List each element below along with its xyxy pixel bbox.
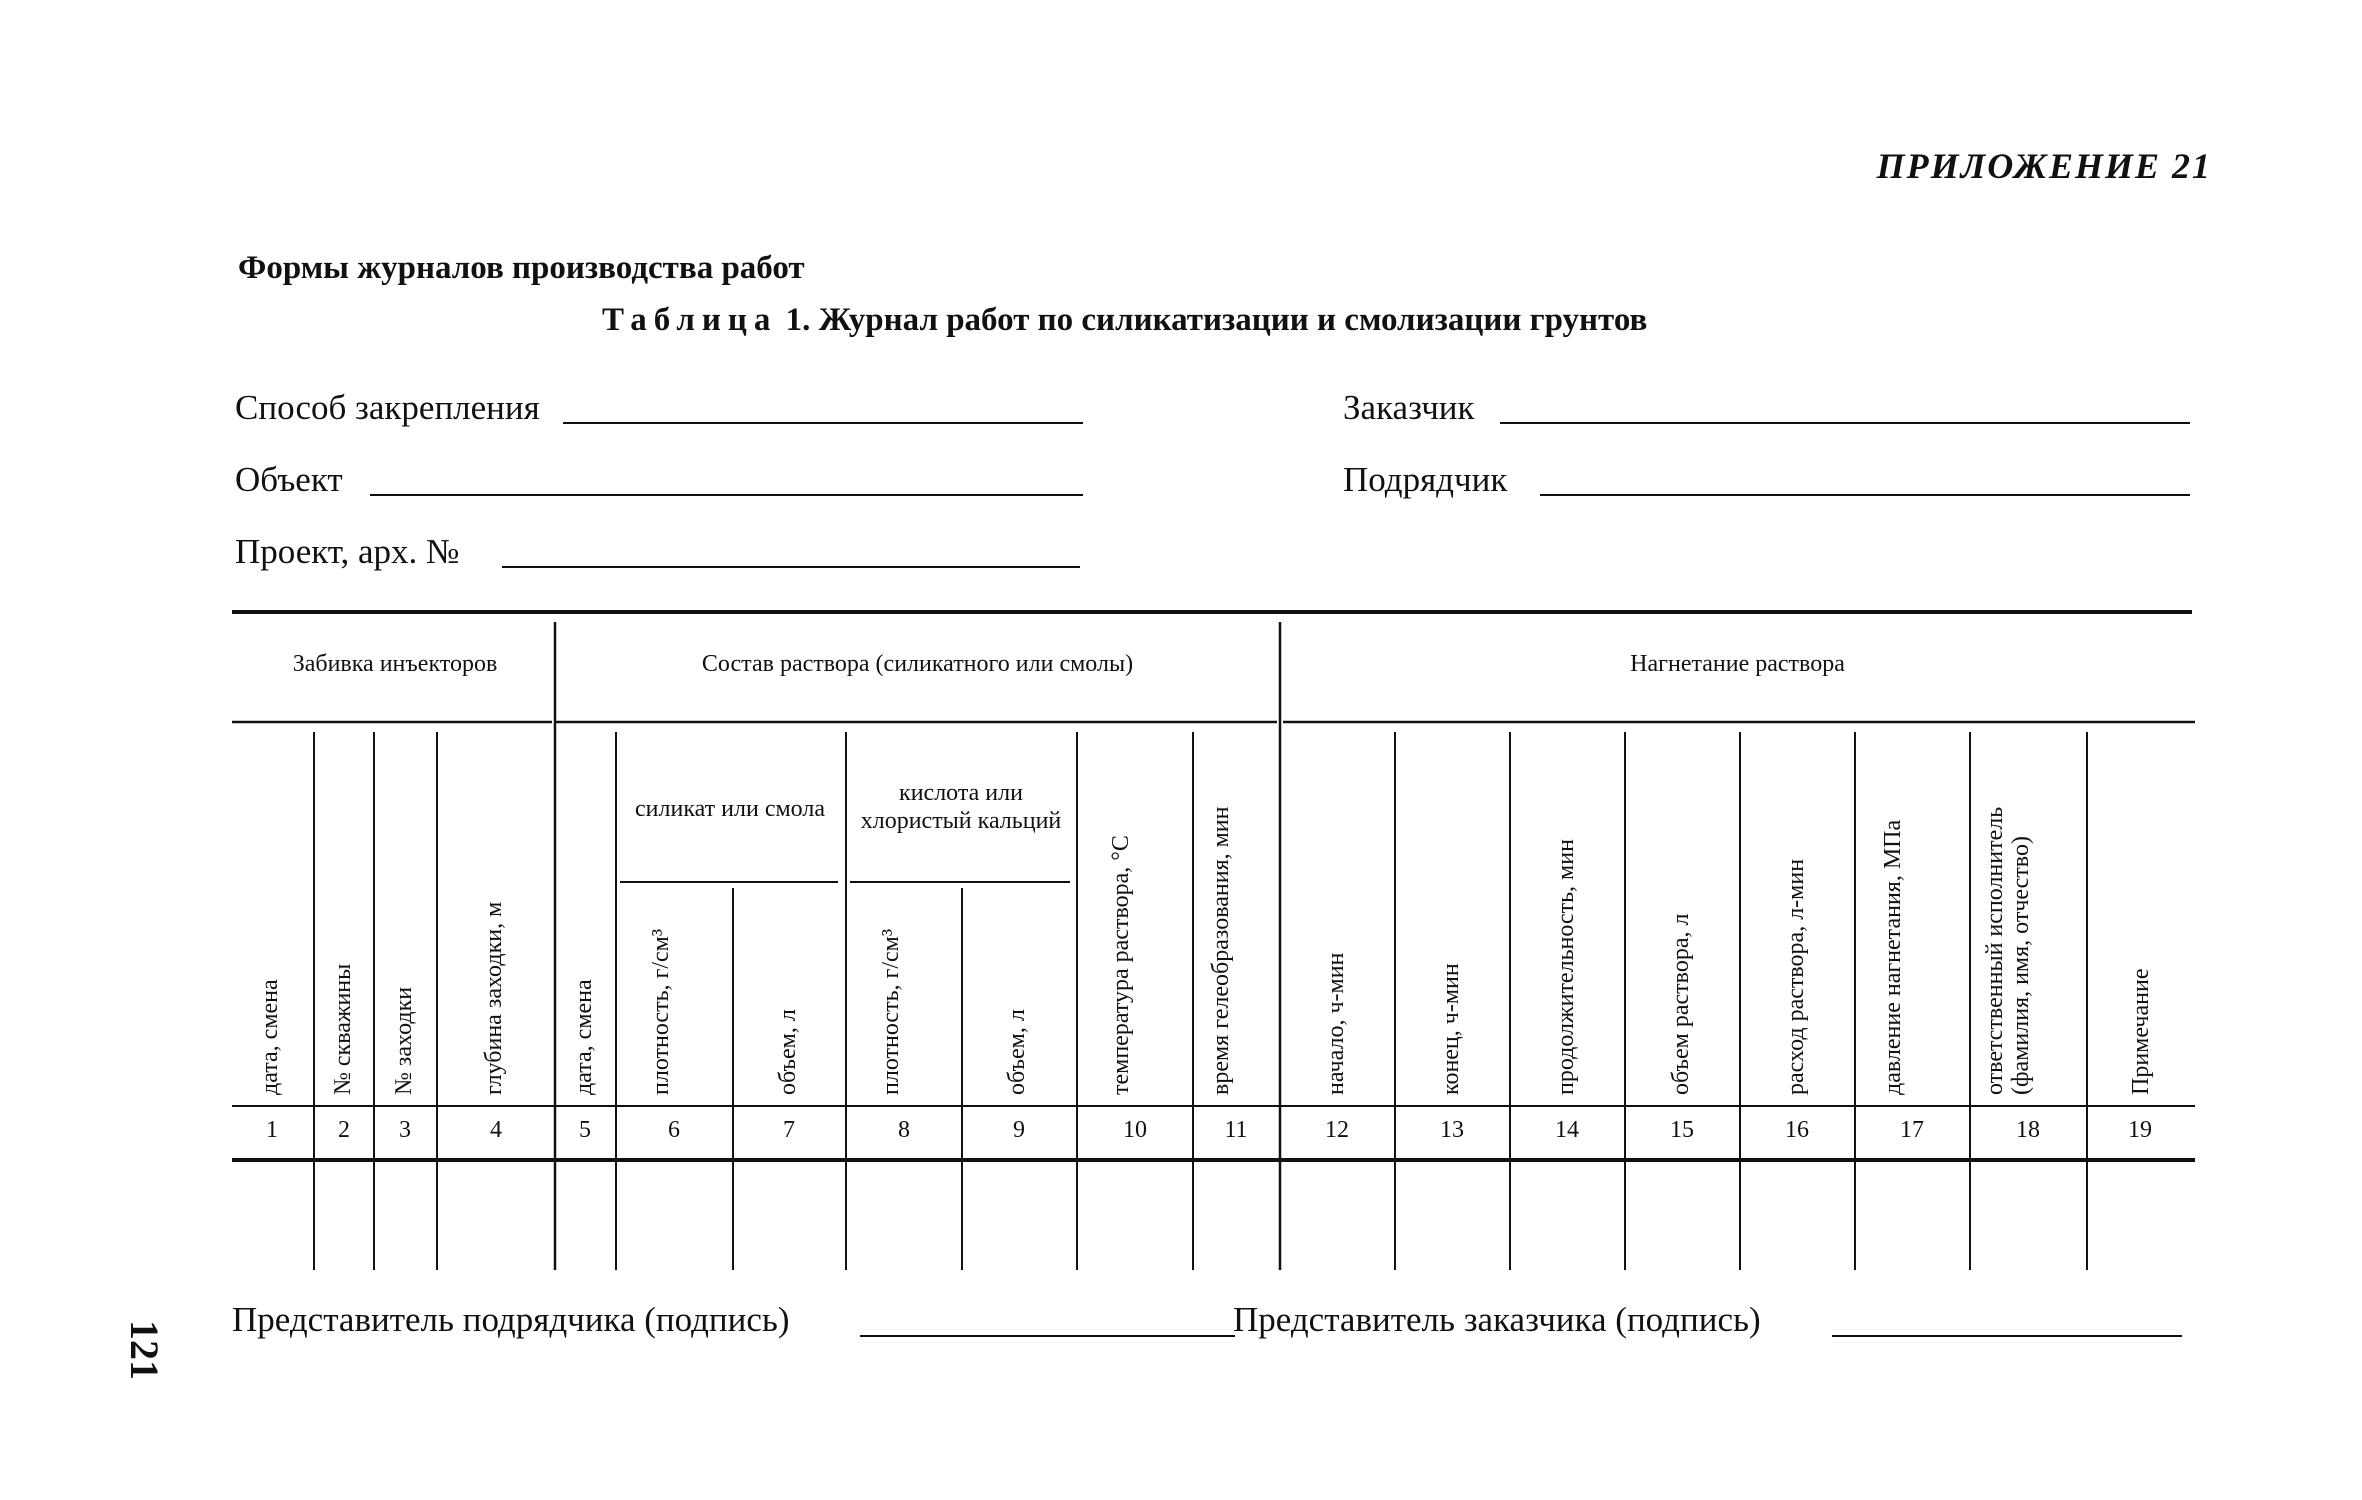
subgroup-acid: кислота или хлористый кальций bbox=[860, 779, 1062, 834]
column-header-14: продолжительность, мин bbox=[1553, 839, 1579, 1095]
section-title: Формы журналов производства работ bbox=[238, 250, 805, 286]
subgroup-silicate: силикат или смола bbox=[635, 796, 825, 823]
column-header-1: дата, смена bbox=[257, 979, 283, 1095]
column-header-11: время гелеобразования, мин bbox=[1208, 806, 1234, 1095]
group-composition: Состав раствора (силикатного или смолы) bbox=[701, 651, 1134, 678]
column-header-19: Примечание bbox=[2128, 968, 2154, 1095]
column-header-4: глубина заходки, м bbox=[481, 901, 507, 1095]
column-number-10: 10 bbox=[1123, 1117, 1147, 1143]
column-header-10: температура раствора, °С bbox=[1108, 835, 1134, 1095]
group-injection: Нагнетание раствора bbox=[1630, 651, 1845, 678]
column-number-17: 17 bbox=[1900, 1117, 1924, 1143]
column-number-6: 6 bbox=[668, 1117, 680, 1143]
column-number-14: 14 bbox=[1555, 1117, 1579, 1143]
column-number-3: 3 bbox=[399, 1117, 411, 1143]
column-header-2: № скважины bbox=[330, 963, 356, 1095]
field-object-label: Объект bbox=[235, 460, 343, 499]
column-number-7: 7 bbox=[783, 1117, 795, 1143]
column-number-18: 18 bbox=[2016, 1117, 2040, 1143]
column-number-11: 11 bbox=[1224, 1117, 1248, 1143]
column-number-1: 1 bbox=[266, 1117, 278, 1143]
table-label: Таблица bbox=[602, 302, 778, 338]
column-number-15: 15 bbox=[1670, 1117, 1694, 1143]
column-number-8: 8 bbox=[898, 1117, 910, 1143]
column-number-13: 13 bbox=[1440, 1117, 1464, 1143]
column-number-12: 12 bbox=[1325, 1117, 1349, 1143]
column-header-18: ответственный исполнитель (фамилия, имя, отчество) bbox=[1982, 806, 2035, 1095]
column-number-4: 4 bbox=[490, 1117, 502, 1143]
table-title-text: 1. Журнал работ по силикатизации и смолизации грунтов bbox=[785, 302, 1648, 338]
column-number-5: 5 bbox=[579, 1117, 591, 1143]
column-header-16: расход раствора, л-мин bbox=[1783, 858, 1809, 1095]
column-header-6: плотность, г/см³ bbox=[648, 928, 674, 1095]
column-header-8: плотность, г/см³ bbox=[878, 928, 904, 1095]
signature-customer-label: Представитель заказчика (подпись) bbox=[1233, 1300, 1761, 1339]
column-number-9: 9 bbox=[1013, 1117, 1025, 1143]
signature-contractor-label: Представитель подрядчика (подпись) bbox=[232, 1300, 790, 1339]
column-header-5: дата, смена bbox=[571, 979, 597, 1095]
group-injectors: Забивка инъекторов bbox=[292, 651, 498, 678]
field-contractor-label: Подрядчик bbox=[1343, 460, 1508, 499]
column-header-17: давление нагнетания, МПа bbox=[1880, 819, 1906, 1095]
column-header-9: объем, л bbox=[1004, 1009, 1030, 1095]
column-number-19: 19 bbox=[2128, 1117, 2152, 1143]
page-number: 121 bbox=[122, 1320, 167, 1380]
column-header-7: объем, л bbox=[775, 1009, 801, 1095]
column-number-16: 16 bbox=[1785, 1117, 1809, 1143]
signature-customer-line[interactable] bbox=[1832, 1335, 2182, 1337]
column-number-2: 2 bbox=[338, 1117, 350, 1143]
signature-contractor-line[interactable] bbox=[860, 1335, 1235, 1337]
field-project-label: Проект, арх. № bbox=[235, 532, 460, 571]
appendix-label: ПРИЛОЖЕНИЕ 21 bbox=[1876, 146, 2212, 186]
column-header-13: конец, ч-мин bbox=[1438, 963, 1464, 1095]
column-header-3: № заходки bbox=[391, 986, 417, 1095]
field-method-label: Способ закрепления bbox=[235, 388, 540, 427]
column-header-15: объем раствора, л bbox=[1668, 913, 1694, 1095]
column-header-12: начало, ч-мин bbox=[1323, 952, 1349, 1095]
field-customer-label: Заказчик bbox=[1343, 388, 1475, 427]
